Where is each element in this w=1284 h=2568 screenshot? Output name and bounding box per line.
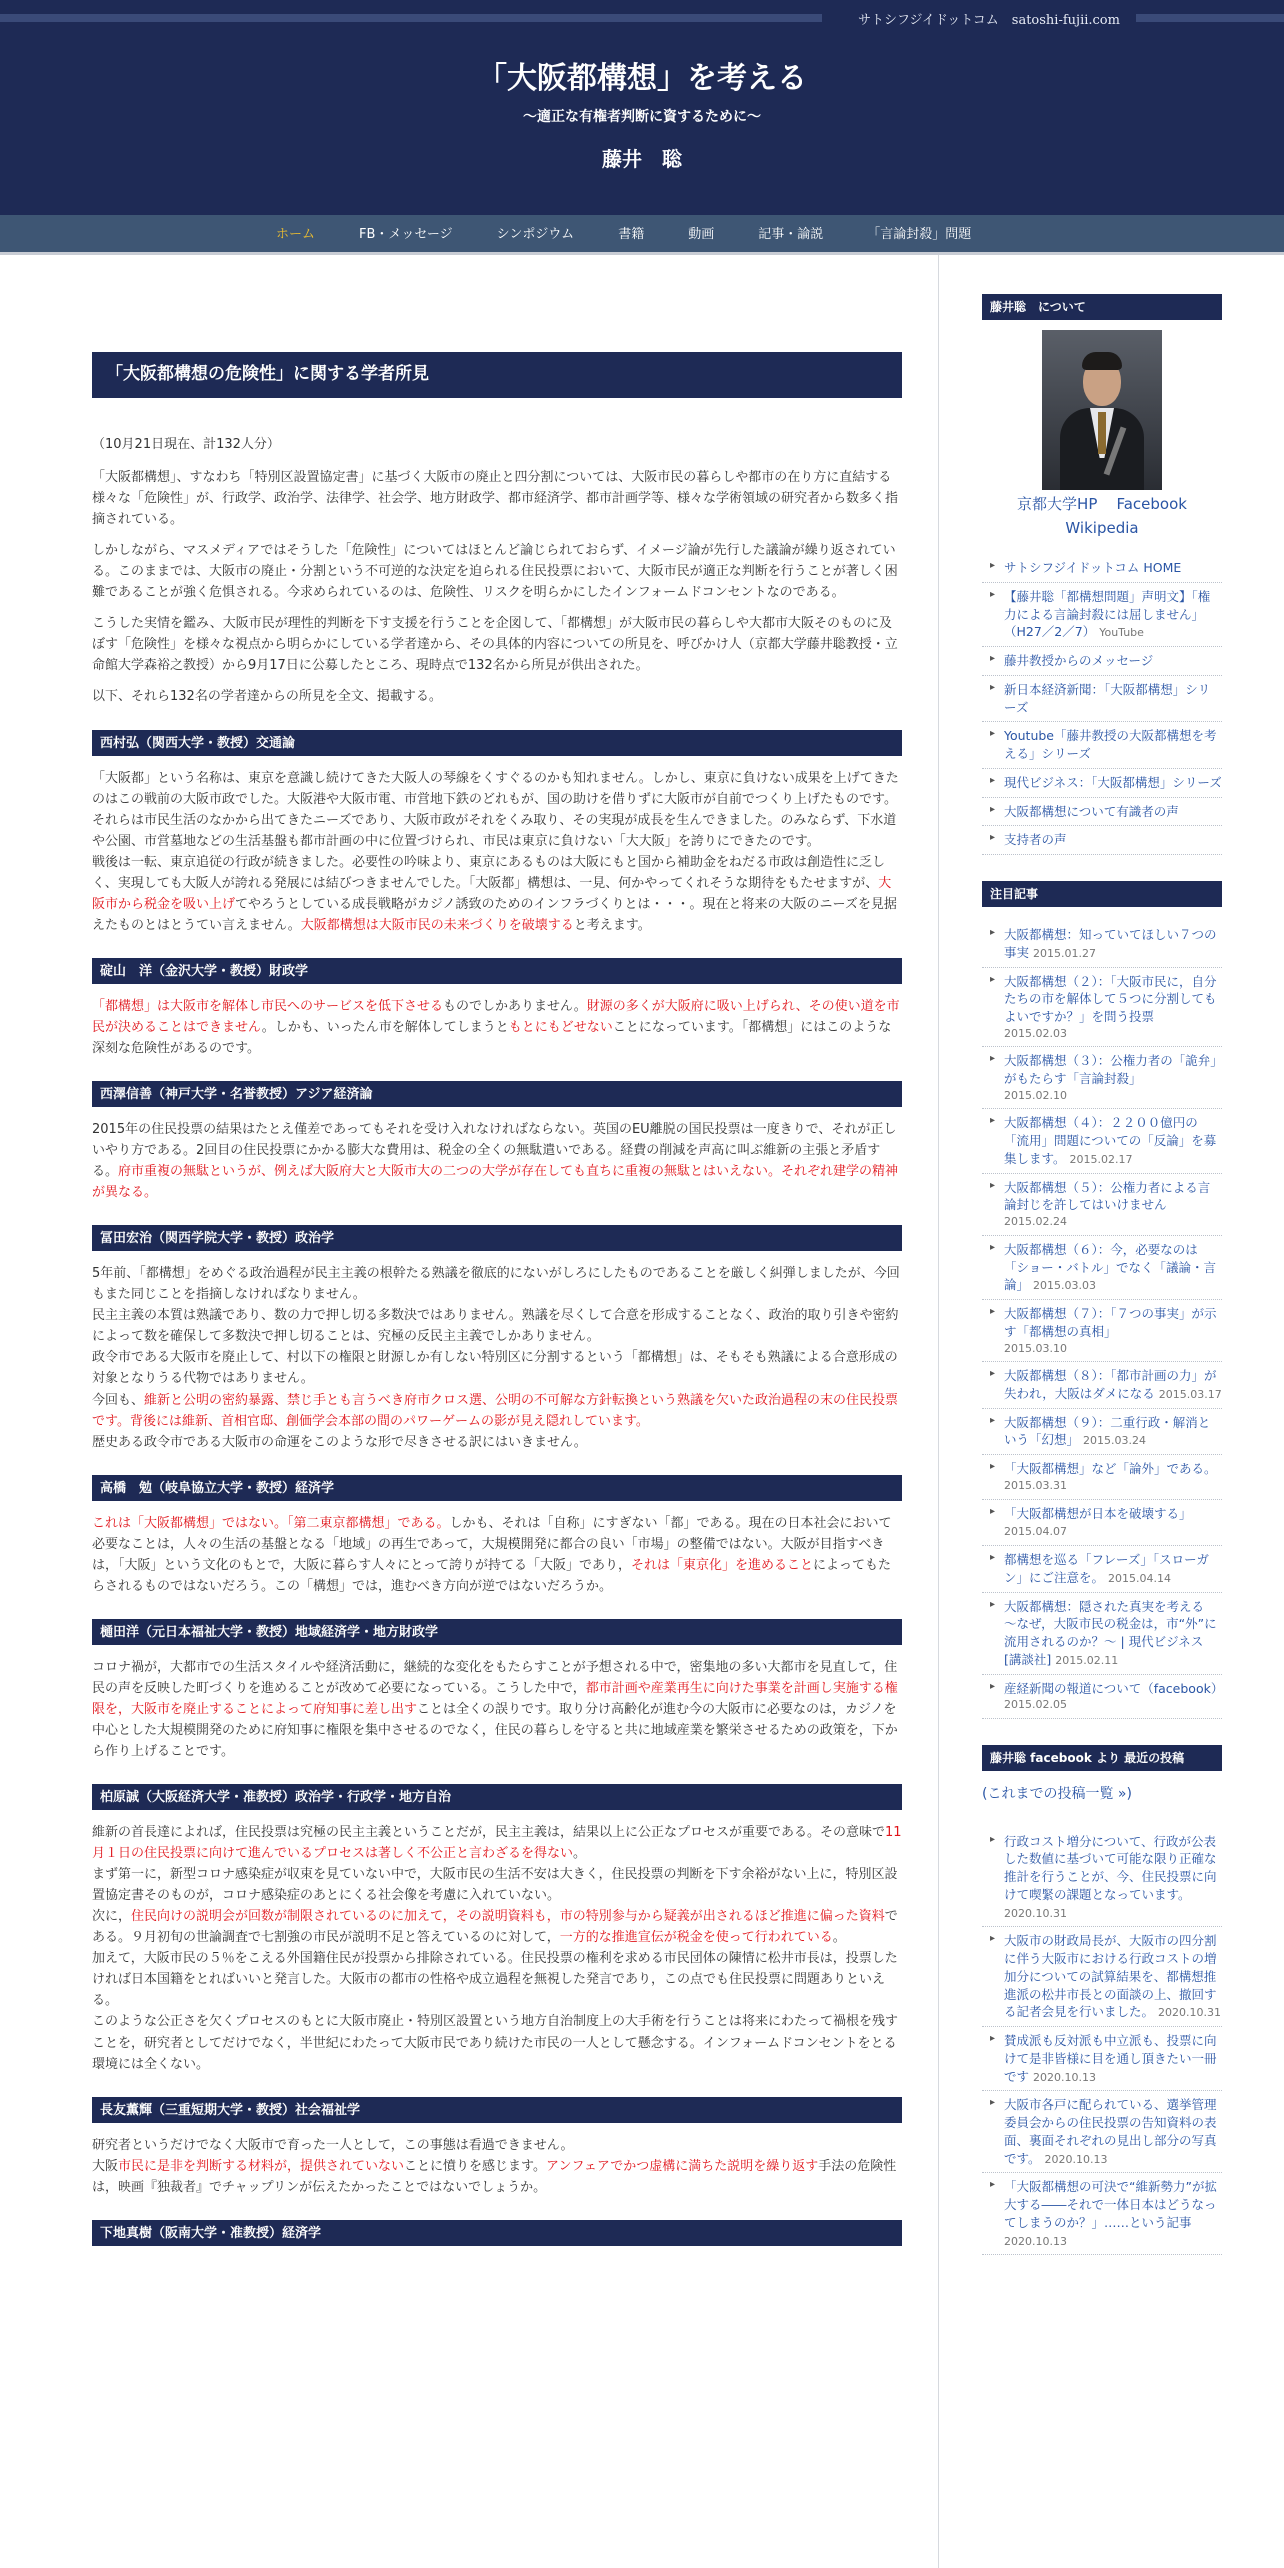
- featured-link[interactable]: 大阪都構想（９）：二重行政・解消という「幻想」: [1004, 1414, 1211, 1448]
- facebook-post-date: 2020.10.13: [1004, 2234, 1067, 2248]
- scholar-heading: 高橋 勉（岐阜協立大学・教授）経済学: [92, 1475, 902, 1501]
- site-author: 藤井 聡: [602, 147, 682, 171]
- sidebar-menu-link[interactable]: 藤井教授からのメッセージ: [1004, 653, 1154, 668]
- opinion-text: ものでしかありません。: [443, 998, 587, 1014]
- featured-link[interactable]: 産経新聞の報道について（facebook）: [1004, 1680, 1224, 1696]
- opinion-text: ことは全くの誤りです。取り分け高齢化が進む今の大阪市に必要なのは，カジノを中心とした大規模開発のために府知事に権限を集中させるのでなく，住民の暮らしを守ると共に地域産業を繁栄させるための政策を，下から作り上げることです。: [92, 1701, 898, 1760]
- featured-date: 2015.03.24: [1083, 1434, 1146, 1448]
- featured-date: 2015.04.14: [1108, 1571, 1171, 1585]
- featured-date: 2015.03.03: [1033, 1279, 1096, 1293]
- sidebar: [982, 294, 1222, 2255]
- scholar-heading: 長友薫輝（三重短期大学・教授）社会福祉学: [92, 2097, 902, 2123]
- featured-date: 2015.02.11: [1055, 1653, 1119, 1667]
- scholar-heading: 碇山 洋（金沢大学・教授）財政学: [92, 958, 902, 984]
- featured-link[interactable]: 大阪都構想（８）：「都市計画の力」が失われ，大阪はダメになる: [1004, 1368, 1217, 1401]
- highlighted-text: もとにもどせない: [508, 1019, 613, 1035]
- featured-item: [982, 921, 1222, 968]
- featured-link[interactable]: 大阪都構想：知っていてほしい７つの事実: [1004, 927, 1217, 960]
- opinion-text: 研究者というだけでなく大阪市で育った一人として，この事態は看過できません。: [92, 2137, 574, 2153]
- opinion-text: 次に，: [92, 1909, 132, 1925]
- featured-heading: 注目記事: [982, 881, 1222, 907]
- facebook-post-link[interactable]: 大阪市各戸に配られている、選挙管理委員会からの住民投票の告知資料の表面、裏面それぞれの見出し部分の写真です。: [1004, 2097, 1217, 2166]
- highlighted-text: 市民に是非を判断する材料が，提供されていない: [118, 2158, 405, 2174]
- opinion-text: このような公正さを欠くプロセスのもとに大阪市廃止・特別区設置という地方自治制度上の大手術を行うことは将来にわたって禍根を残すことを，研究者としてだけでなく，半世紀にわたって大阪市民であり続けた市民の一人として懸念する。インフォームドコンセントをとる環境には全くない。: [92, 2014, 899, 2072]
- site-subtitle: 〜適正な有権者判断に資するために〜: [523, 109, 761, 125]
- highlighted-text: 財源の多くが大阪府に吸い上げられ、その使い道を市民が決めることはできません: [92, 998, 900, 1035]
- featured-link[interactable]: 大阪都構想（６）：今，必要なのは「ショー・バトル」でなく「議論・言論」: [1004, 1241, 1217, 1293]
- featured-item: [982, 1455, 1222, 1499]
- opinion-text: と考えます。: [573, 917, 651, 933]
- scholar-opinion: [92, 2135, 902, 2198]
- featured-date: 2015.02.10: [1004, 1088, 1067, 1102]
- opinion-paragraph: [92, 996, 902, 1059]
- featured-link[interactable]: 大阪都構想（２）：「大阪市民に，自分たちの市を解体して５つに分割してもよいですか？」を問う投票: [1004, 973, 1217, 1024]
- scholar-heading: 西村弘（関西大学・教授）交通論: [92, 730, 902, 756]
- featured-date: 2015.02.05: [1004, 1698, 1067, 1712]
- highlighted-text: 11月１日の住民投票に向けて進んでいるプロセスは著しく不公正と言わざるを得ない: [92, 1825, 902, 1862]
- sidebar-menu-link[interactable]: 大阪都構想について有識者の声: [1004, 803, 1179, 819]
- opinion-text: 2015年の住民投票の結果はたとえ僅差であってもそれを受け入れなければならない。英国のEU離脱の国民投票は一度きりで、それが正しいやり方である。2回目の住民投票にかかる膨大な費用は、税金の全くの無駄遣いである。経費の削減を声高に叫ぶ維新の主張と矛盾する。: [92, 1122, 897, 1180]
- opinion-paragraph: [92, 2135, 902, 2156]
- opinion-paragraph: [92, 1263, 902, 1305]
- featured-link[interactable]: 大阪都構想（３）：公権力者の「詭弁」がもたらす「言論封殺」: [1004, 1053, 1217, 1087]
- featured-item: [982, 1047, 1222, 1109]
- intro-paragraph: 「大阪都構想」、すなわち「特別区設置協定書」に基づく大阪市の廃止と四分割については、大阪市民の暮らしや都市の在り方に直結する様々な「危険性」が、行政学、政治学、法律学、社会学、地方財政学、都市経済学、都市計画学等、様々な学術領域の研究者から数多く指摘されている。: [92, 470, 899, 528]
- facebook-post-date: 2020.10.31: [1158, 2006, 1221, 2020]
- header-accent-bar: [0, 14, 822, 22]
- facebook-post: [982, 1927, 1222, 2027]
- intro-paragraph: しかしながら、マスメディアではそうした「危険性」についてはほとんど論じられておらず、イメージ論が先行した議論が繰り返されている。このままでは、大阪市の廃止・分割という不可逆的な決定を迫られる住民投票において、大阪市民が適正な判断を行うことが著しく困難であることが強く危惧される。今求められているのは、危険性、リスクを明らかにしたインフォームドコンセントなのである。: [92, 543, 898, 601]
- opinion-paragraph: [92, 1948, 902, 2011]
- nav-item-4[interactable]: 動画: [688, 227, 715, 242]
- scholar-opinion: [92, 1513, 902, 1597]
- featured-date: 2015.01.27: [1033, 946, 1096, 960]
- facebook-post-link[interactable]: 行政コスト増分について、行政が公表した数値に基づいて可能な限り正確な推計を行うことが、今、住民投票に向けて喫緊の課題となっています。: [1004, 1833, 1217, 1902]
- highlighted-text: アンフェアでかつ虚構に満ちた説明を繰り返す: [546, 2158, 819, 2174]
- featured-item: [982, 1500, 1222, 1547]
- scholar-opinion: [92, 768, 902, 936]
- opinion-text: である。９月初旬の世論調査で七割強の市民が説明不足と答えているのに対して，: [92, 1909, 898, 1946]
- featured-date: 2015.03.17: [1158, 1387, 1222, 1401]
- opinion-paragraph: [92, 1305, 902, 1347]
- about-heading: 藤井聡 について: [982, 294, 1222, 320]
- opinion-text: ことに憤りを感じます。: [404, 2158, 546, 2174]
- opinion-paragraph: [92, 2011, 902, 2074]
- scholar-opinion: [92, 1263, 902, 1452]
- sidebar-menu-item: [982, 769, 1222, 798]
- sidebar-menu-link[interactable]: 新日本経済新聞：「大阪都構想」シリーズ: [1004, 681, 1211, 715]
- sidebar-menu-item: [982, 554, 1222, 583]
- facebook-post: [982, 1828, 1222, 1928]
- opinion-paragraph: [92, 1119, 902, 1203]
- facebook-link[interactable]: Facebook: [1116, 495, 1187, 513]
- featured-item: [982, 1300, 1222, 1362]
- scholar-list: [92, 730, 902, 2246]
- scholar-opinion: [92, 996, 902, 1059]
- facebook-post: [982, 2027, 1222, 2091]
- nav-item-6[interactable]: 「言論封殺」問題: [867, 227, 972, 242]
- featured-date: 2015.02.17: [1069, 1152, 1133, 1166]
- about-links: [982, 492, 1222, 540]
- site-home-link[interactable]: サトシフジイドットコム satoshi-fujii.com: [858, 13, 1120, 28]
- opinion-paragraph: [92, 1864, 902, 1906]
- featured-date: 2015.03.31: [1004, 1478, 1067, 1492]
- scholar-opinion: [92, 1119, 902, 1203]
- intro-paragraph: こうした実情を鑑み、大阪市民が理性的判断を下す支援を行うことを企図して、「都構想」が大阪市民の暮らしや大都市大阪そのものに及ぼす「危険性」を様々な視点から明らかにしている学者達から、その具体的内容についての所見を、呼びかけ人（京都大学藤井聡教授・立命館大学森裕之教授）から9月17日に公募したところ、現時点で132名から所見が供出された。: [92, 616, 898, 674]
- page-title: 「大阪都構想の危険性」に関する学者所見: [92, 352, 902, 398]
- opinion-paragraph: [92, 1822, 902, 1864]
- opinion-text: によってもたらされるものではないだろう。この「構想」では，進むべき方向が逆ではないだろうか。: [92, 1557, 892, 1594]
- youtube-tag: YouTube: [1099, 626, 1144, 640]
- scholar-heading: 柏原誠（大阪経済大学・准教授）政治学・行政学・地方自治: [92, 1784, 902, 1810]
- sidebar-menu-link[interactable]: 現代ビジネス：「大阪都構想」シリーズ: [1004, 774, 1222, 790]
- highlighted-text: 維新と公明の密約暴露、禁じ手とも言うべき府市クロス選、公明の不可解な方針転換という熟議を欠いた政治過程の末の住民投票です。背後には維新、首相官邸、創価学会本部の間のパワーゲームの影が見え隠れしています。: [92, 1392, 899, 1429]
- nav-item-0[interactable]: ホーム: [276, 227, 316, 242]
- site-header: [0, 0, 1284, 215]
- highlighted-text: それは「東京化」を進めること: [630, 1557, 813, 1573]
- featured-date: 2015.03.10: [1004, 1341, 1067, 1355]
- opinion-paragraph: [92, 1347, 902, 1389]
- featured-item: [982, 1236, 1222, 1300]
- opinion-text: 民主主義の本質は熟議であり、数の力で押し切る多数決ではありません。熟議を尽くして合意を形成することなく、政治的取り引きや密約によって数を確保して多数決で押し切ることは、究極の反民主主義でしかありません。: [92, 1308, 899, 1345]
- opinion-paragraph: [92, 2156, 902, 2198]
- opinion-paragraph: [92, 1906, 902, 1948]
- opinion-text: コロナ禍が，大都市での生活スタイルや経済活動に，継続的な変化をもたらすことが予想される中で，密集地の多い大都市を見直して，住民の声を反映した町づくりを進めることが改めて必要になっている。こうした中で，: [92, 1659, 898, 1696]
- opinion-text: 。しかも、いったん市を解体してしまうと: [261, 1019, 509, 1035]
- featured-link[interactable]: 「大阪都構想」など「論外」である。: [1004, 1461, 1217, 1477]
- opinion-text: 5年前、「都構想」をめぐる政治過程が民主主義の根幹たる熟議を徹底的にないがしろにしたものであることを厳しく糾弾しましたが、今回もまた同じことを指摘しなければなりません。: [92, 1266, 900, 1303]
- opinion-text: 「大阪都」という名称は、東京を意識し続けてきた大阪人の琴線をくすぐるのかも知れません。しかし、東京に負けない成果を上げてきたのはこの戦前の大阪市政でした。大阪港や大阪市電、市営地下鉄のどれもが、国の助けを借りずに大阪市が自前でつくり上げたものです。それらは市民生活のなかから出てきたニーズであり、大阪市政がそれをくみ取り、その実現が成長を生んできました。のみならず、下水道や公園、市営墓地などの生活基盤も都市計画の中に位置づけられ、市民は東京に負けない「大大阪」を誇りにできたのです。: [92, 770, 899, 849]
- featured-articles: [982, 921, 1222, 1719]
- facebook-post-date: 2020.10.31: [1004, 1906, 1067, 1920]
- highlighted-text: これは「大阪都構想」ではない。「第二東京都構想」である。: [92, 1515, 450, 1531]
- featured-link[interactable]: 大阪都構想（５）：公権力者による言論封じを許してはいけません: [1004, 1179, 1211, 1213]
- featured-item: [982, 1174, 1222, 1236]
- featured-link[interactable]: 都構想を巡る「フレーズ」「スローガン」にご注意を。: [1004, 1552, 1209, 1585]
- sidebar-menu-item: [982, 798, 1222, 827]
- opinion-paragraph: [92, 852, 902, 936]
- wikipedia-link[interactable]: Wikipedia: [1065, 519, 1139, 537]
- scholar-heading: 樋田洋（元日本福祉大学・教授）地域経済学・地方財政学: [92, 1619, 902, 1645]
- opinion-text: 維新の首長達によれば，住民投票は究極の民主主義ということだが，民主主義は，結果以上に公正なプロセスが重要である。その意味で: [92, 1825, 886, 1841]
- scholar-heading: 西澤信善（神戸大学・名誉教授）アジア経済論: [92, 1081, 902, 1107]
- highlighted-text: 都市計画や産業再生に向けた事業を計画し実施する権限を，大阪市を廃止することによって府知事に差し出す: [92, 1680, 898, 1717]
- opinion-text: しかも、それは「自称」にすぎない「都」である。現在の日本社会において必要なことは，人々の生活の基盤となる「地域」の再生であって，大規模開発に都合の良い「市場」の整備ではない。大阪が目指すべきは，「大阪」という文化のもとで，大阪に暮らす人々にとって誇りが持てる「大阪」であり，: [92, 1515, 892, 1573]
- facebook-post-date: 2020.10.13: [1033, 2070, 1096, 2084]
- intro-paragraph: 以下、それら132名の学者達からの所見を全文、掲載する。: [92, 689, 442, 705]
- scholar-heading: 下地真樹（阪南大学・准教授）経済学: [92, 2220, 902, 2246]
- opinion-paragraph: [92, 1513, 902, 1597]
- facebook-posts: [982, 1828, 1222, 2256]
- nav-item-1[interactable]: FB・メッセージ: [359, 227, 453, 242]
- sidebar-menu-item: [982, 647, 1222, 676]
- facebook-post: [982, 2173, 1222, 2255]
- featured-date: 2015.02.24: [1004, 1215, 1067, 1229]
- facebook-post-link[interactable]: 賛成派も反対派も中立派も、投票に向けて是非皆様に目を通し頂きたい一冊です: [1004, 2033, 1217, 2084]
- sidebar-menu-item: [982, 676, 1222, 723]
- featured-item: [982, 968, 1222, 1048]
- opinion-paragraph: [92, 1432, 902, 1453]
- highlighted-text: 大阪都構想は大阪市民の未来づくりを破壊する: [300, 917, 574, 933]
- opinion-text: ことになっています。「都構想」にはこのような深刻な危険性があるのです。: [92, 1019, 892, 1056]
- opinion-text: 。: [832, 1930, 846, 1946]
- featured-item: [982, 1409, 1222, 1456]
- facebook-heading: 藤井聡 facebook より 最近の投稿: [982, 1745, 1222, 1771]
- featured-item: [982, 1593, 1222, 1675]
- highlighted-text: 一方的な推進宣伝が税金を使って行われている: [559, 1930, 833, 1946]
- featured-link[interactable]: 大阪都構想：隠された真実を考える ～なぜ，大阪市民の税金は，市“外”に流用されるのか？～ | 現代ビジネス [講談社]: [1004, 1598, 1217, 1667]
- opinion-text: 戦後は一転、東京追従の行政が続きました。必要性の吟味より、東京にあるものは大阪にもと国から補助金をねだる市政は創造性に乏しく、実現しても大阪人が誇れる発展には結びつきませんでした。「大阪都」構想は、一見、何かやってくれそうな期待をもたせますが、: [92, 854, 886, 891]
- main-content: [92, 352, 902, 2258]
- featured-date: 2015.04.07: [1004, 1525, 1067, 1539]
- featured-link[interactable]: 「大阪都構想が日本を破壊する」: [1004, 1505, 1192, 1521]
- featured-item: [982, 1362, 1222, 1409]
- opinion-paragraph: [92, 1390, 902, 1432]
- highlighted-text: 住民向けの説明会が回数が制限されているのに加えて，その説明資料も，市の特別参与から疑義が出されるほど推進に偏った資料: [131, 1909, 885, 1925]
- facebook-post-link[interactable]: 大阪市の財政局長が、大阪市の四分割に伴う大阪市における行政コストの増加分についての試算結果を、都構想推進派の松井市長との面談の上、撤回する記者会見を行いました。: [1004, 1933, 1217, 2020]
- update-date: （10月21日現在、計132人分）: [92, 437, 280, 452]
- intro-text: [92, 467, 902, 707]
- sidebar-menu: [982, 554, 1222, 855]
- author-photo: [1042, 330, 1162, 490]
- nav-item-5[interactable]: 記事・論説: [758, 227, 824, 242]
- featured-link[interactable]: 大阪都構想（４）：２２００億円の「流用」問題についての「反論」を募集します。: [1004, 1115, 1217, 1166]
- highlighted-text: 「都構想」は大阪市を解体し市民へのサービスを低下させる: [92, 998, 444, 1014]
- main-navigation: [0, 215, 1284, 255]
- opinion-paragraph: [92, 1657, 902, 1762]
- nav-item-2[interactable]: シンポジウム: [496, 227, 575, 242]
- opinion-text: 歴史ある政令市である大阪市の命運をこのような形で尽きさせる訳にはいきません。: [92, 1434, 587, 1450]
- sidebar-menu-item: [982, 722, 1222, 769]
- facebook-post: [982, 2091, 1222, 2173]
- opinion-text: 大阪: [92, 2158, 119, 2174]
- featured-date: 2015.02.03: [1004, 1026, 1067, 1040]
- header-accent-bar-right: [1136, 14, 1284, 22]
- opinion-text: 今回も、: [92, 1392, 145, 1408]
- opinion-text: 政令市である大阪市を廃止して、村以下の権限と財源しか有しない特別区に分割するという「都構想」は、そもそも熟議による合意形成の対象となりうる代物ではありません。: [92, 1350, 898, 1387]
- all-posts-link[interactable]: (これまでの投稿一覧 »): [982, 1785, 1132, 1802]
- featured-item: [982, 1675, 1222, 1719]
- opinion-text: まず第一に，新型コロナ感染症が収束を見ていない中で，大阪市民の生活不安は大きく，住民投票の判断を下す余裕がない上に，特別区設置協定書そのものが，コロナ感染症のあとにくる社会像を考慮に入れていない。: [92, 1867, 898, 1904]
- sidebar-menu-link[interactable]: 支持者の声: [1004, 832, 1067, 848]
- sidebar-menu-item: [982, 583, 1222, 647]
- scholar-heading: 冨田宏治（関西学院大学・教授）政治学: [92, 1225, 902, 1251]
- sidebar-divider: [938, 255, 939, 2568]
- nav-item-3[interactable]: 書籍: [618, 227, 645, 242]
- featured-item: [982, 1109, 1222, 1173]
- facebook-post-link[interactable]: 「大阪都構想の可決で“維新勢力”が拡大する――それで一体日本はどうなってしまうのか？」……という記事: [1004, 2179, 1217, 2230]
- sidebar-menu-item: [982, 826, 1222, 855]
- scholar-opinion: [92, 1657, 902, 1762]
- sidebar-menu-link[interactable]: サトシフジイドットコム HOME: [1004, 560, 1182, 575]
- facebook-post-date: 2020.10.13: [1044, 2152, 1108, 2166]
- site-title[interactable]: 「大阪都構想」を考える: [477, 61, 807, 96]
- opinion-text: 加えて，大阪市民の５％をこえる外国籍住民が投票から排除されている。住民投票の権利を求める市民団体の陳情に松井市長は，投票したければ日本国籍をとればいいと発言した。大阪市の都市の性格や成立過程を無視した発言であり，この点でも住民投票に問題ありといえる。: [92, 1951, 898, 2009]
- opinion-text: 。: [573, 1846, 587, 1862]
- opinion-paragraph: [92, 768, 902, 852]
- sidebar-menu-link[interactable]: Youtube「藤井教授の大阪都構想を考える」シリーズ: [1004, 728, 1217, 761]
- featured-link[interactable]: 大阪都構想（７）：「７つの事実」が示す「都構想の真相」: [1004, 1306, 1217, 1339]
- opinion-text: 手法の危険性は，映画『独裁者』でチャップリンが伝えたかったことではないでしょうか。: [92, 2158, 897, 2195]
- scholar-opinion: [92, 1822, 902, 2075]
- featured-item: [982, 1546, 1222, 1593]
- kyoto-univ-link[interactable]: 京都大学HP: [1017, 495, 1098, 513]
- sidebar-menu-link[interactable]: 【藤井聡「都構想問題」声明文】「権力による言論封殺には屈しません」（H27／2／7）: [1004, 588, 1211, 640]
- opinion-text: てやろうとしている成長戦略がカジノ誘致のためのインフラづくりとは・・・。現在と将来の大阪のニーズを見据えたものとはとうてい言えません。: [92, 896, 897, 933]
- highlighted-text: 大阪市から税金を吸い上げ: [92, 875, 892, 912]
- highlighted-text: 府市重複の無駄というが、例えば大阪府大と大阪市大の二つの大学が存在しても直ちに重複の無駄とはいえない。それぞれ建学の精神が異なる。: [92, 1164, 899, 1201]
